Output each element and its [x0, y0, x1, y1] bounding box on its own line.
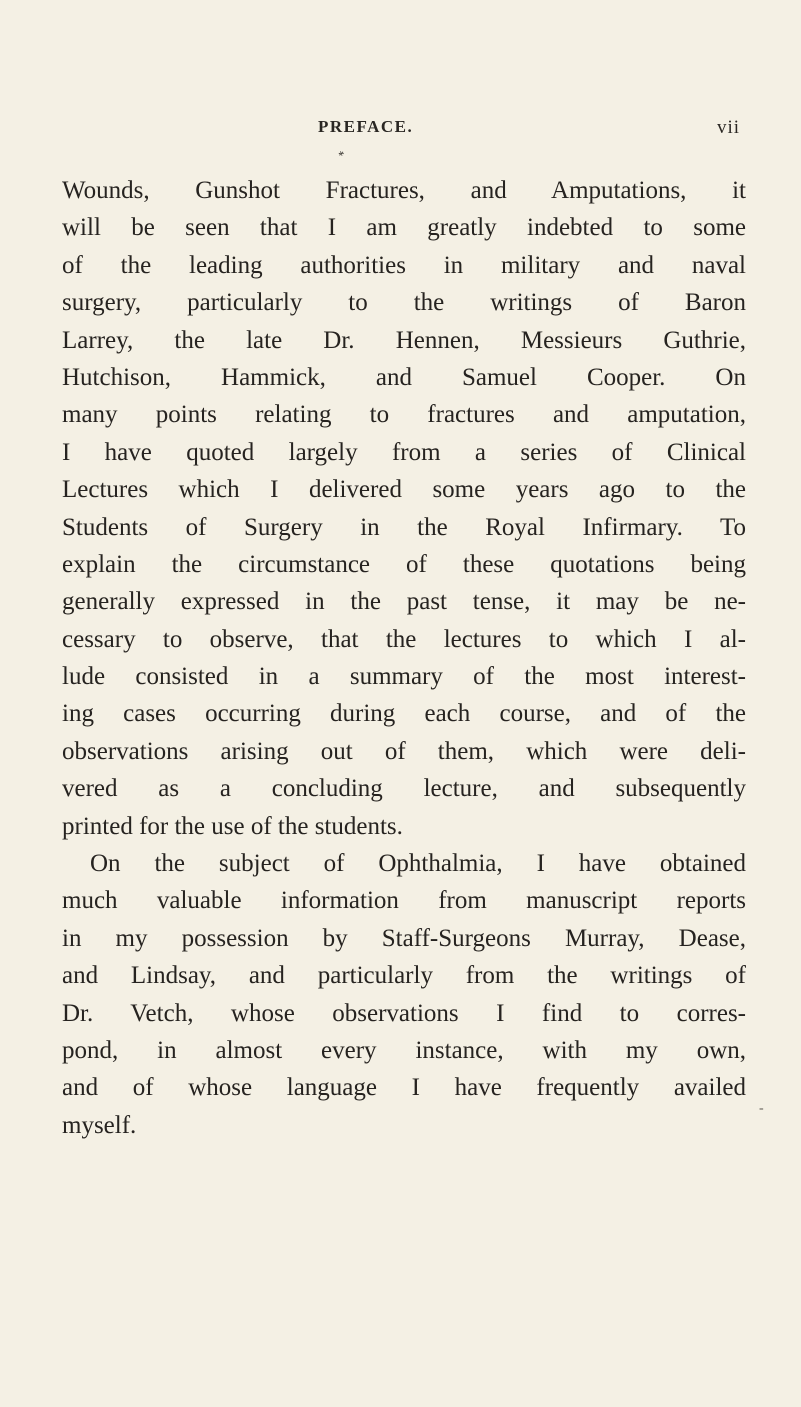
text-line: Wounds, Gunshot Fractures, and Amputations, it	[62, 177, 746, 204]
text-line: cessary to observe, that the lectures to which I al-	[62, 625, 746, 653]
text-line: pond, in almost every instance, with my own,	[62, 1036, 746, 1064]
text-line: observations arising out of them, which were deli-	[62, 737, 746, 765]
page-number: vii	[717, 117, 741, 138]
text-line: Larrey, the late Dr. Hennen, Messieurs Guthrie,	[62, 326, 746, 354]
text-line: Dr. Vetch, whose observations I find to corres-	[62, 999, 746, 1027]
running-title: PREFACE.	[318, 117, 414, 136]
printer-mark: *	[336, 147, 348, 163]
text-line: Students of Surgery in the Royal Infirmary. To	[62, 513, 746, 541]
running-head	[0, 117, 801, 147]
text-line: of the leading authorities in military and naval	[62, 251, 746, 279]
text-line: much valuable information from manuscript reports	[62, 887, 746, 915]
text-line: Hutchison, Hammick, and Samuel Cooper. On	[62, 363, 746, 391]
text-line: lude consisted in a summary of the most interest-	[62, 663, 746, 691]
text-line: Lectures which I delivered some years ago to the	[62, 476, 746, 504]
text-line: and of whose language I have frequently availed	[62, 1074, 746, 1102]
text-line: surgery, particularly to the writings of Baron	[62, 289, 746, 317]
text-line: many points relating to fractures and amputation,	[62, 401, 746, 429]
text-line: generally expressed in the past tense, it may be ne-	[62, 588, 746, 616]
margin-mark: -	[759, 1101, 764, 1116]
text-line: will be seen that I am greatly indebted to some	[62, 214, 746, 242]
text-line: ing cases occurring during each course, and of the	[62, 700, 746, 728]
text-line: and Lindsay, and particularly from the writings of	[62, 962, 746, 990]
paragraph-start-line: On the subject of Ophthalmia, I have obtained	[90, 850, 746, 878]
paragraph-end-line: myself.	[62, 1111, 137, 1139]
text-line: explain the circumstance of these quotations being	[62, 550, 746, 578]
text-line: vered as a concluding lecture, and subsequently	[62, 775, 746, 803]
text-line: in my possession by Staff-Surgeons Murray, Dease,	[62, 924, 746, 952]
text-line: I have quoted largely from a series of Clinical	[62, 438, 746, 466]
body-text	[62, 172, 746, 1144]
paragraph-end-line: printed for the use of the students.	[62, 812, 403, 840]
